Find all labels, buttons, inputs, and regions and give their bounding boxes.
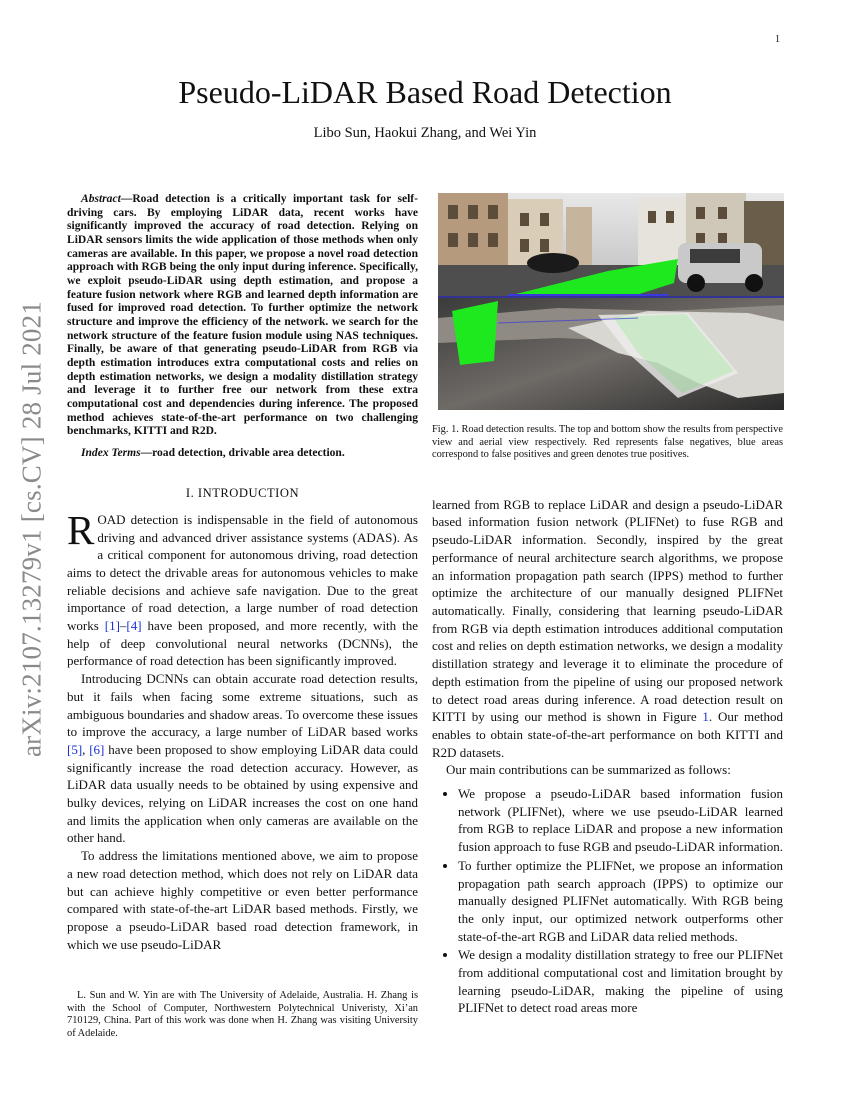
index-terms-text: —road detection, drivable area detection.: [140, 446, 345, 459]
right-paragraph-2: Our main contributions can be summarized as follows:: [446, 762, 731, 778]
abstract-label: Abstract: [81, 193, 121, 205]
paper-title: Pseudo-LiDAR Based Road Detection: [178, 74, 672, 110]
intro-p2-text-end: have been proposed to show employing LiDAR data could significantly increase the road detection accuracy. However, as LiDAR data usually needs to be obtained by using expensive and bulky devices, relying on LiDAR increases the cost on one hand and limits the application when only cameras are available on the other hand.: [67, 741, 418, 846]
figure-1-link[interactable]: 1: [702, 709, 709, 725]
figure-1-image: [438, 193, 784, 410]
page-number: 1: [775, 34, 780, 45]
citation-1[interactable]: [1]: [104, 618, 120, 634]
footnote: L. Sun and W. Yin are with The University of Adelaide, Australia. H. Zhang is with the School of Computer, Northwestern Polytechnical Univeristy, Xi’an 710129, China. Part of this work was done when H. Zhang was visiting University of Adelaide.: [67, 990, 418, 1040]
car-left: [527, 253, 579, 273]
citation-5[interactable]: [5]: [67, 741, 83, 757]
citation-6[interactable]: [6]: [89, 741, 105, 757]
intro-paragraph-1: [67, 506, 419, 670]
index-terms-label: Index Terms: [81, 446, 141, 459]
left-column: [67, 193, 418, 953]
abstract: [67, 193, 418, 439]
abstract-text: —Road detection is a critically important task for self-driving cars. By employing LiDAR data, recent works have significantly improved the accuracy of road detection. Relying on LiDAR sensors limits the wide application of those methods when only cameras are available. In this paper, we propose a novel road detection approach with RGB being the only input during inference. Specifically, we exploit pseudo-LiDAR using depth estimation, and propose a feature fusion network where RGB and learned depth information are fused for improved road detection. To further optimize the network structure and improve the efficiency of the network. we search for the network structure of the feature fusion module using NAS techniques. Finally, be aware of that generating pseudo-LiDAR from RGB via depth estimation introduces extra computational costs and relies on depth estimation networks, we design a modality distillation strategy and leverage it to further free our network from these extra computational cost and dependencies during inference. The proposed method achieves state-of-the-art performance on two challenging benchmarks, KITTI and R2D.: [67, 193, 418, 438]
right-p1-text: learned from RGB to replace LiDAR and design a pseudo-LiDAR based information fusion network (PLIFNet) to fuse RGB and pseudo-LiDAR information. Secondly, inspired by the great performance of neural architecture search algorithms, we propose an information propagation path search (IPPS) method to further optimize the architecture of our manually designed PLIFNet automatically. Finally, considering that learning pseudo-LiDAR from RGB via depth estimation introduces additional computation cost and relies on depth estimation networks, we design a modality distillation strategy and leverage it to eliminate the procedure of depth estimation from the pipeline of using our proposed network to detect road areas during inference. A road detection result on KITTI by using our method is shown in Figure: [432, 496, 783, 725]
intro-p2-text: Introducing DCNNs can obtain accurate road detection results, but it fails when facing some extreme situations, such as ambiguous boundaries and shadow areas. To overcome these issues to improve the accuracy, a large number of LiDAR based works: [67, 671, 418, 740]
arxiv-stamp-text: arXiv:2107.13279v1 [cs.CV] 28 Jul 2021: [16, 300, 47, 758]
intro-p1-text: OAD detection is indispensable in the field of autonomous driving and advanced driver assistance systems (ADAS). As a critical component for autonomous driving, road detection aims to detect the drivable areas for autonomous vehicles to make reliable decisions and achieve safe navigation. Due to the great importance of road detection, a large number of road detection works: [67, 511, 418, 634]
true-positive-road-aerial-left: [452, 301, 498, 365]
contribution-item-2: • To further optimize the PLIFNet, we propose an information propagation path search approach (IPPS) to optimize our manually designed PLIFNet automatically. With RGB being the only input, our optimized network outperforms other state-of-the-art RGB and LiDAR data relied methods.: [458, 857, 783, 946]
right-column: [432, 193, 783, 1018]
right-p1-text-end: . Our method enables to obtain state-of-the-art performance on both KITTI and R2D datasets.: [432, 709, 783, 760]
section-heading-introduction: I. INTRODUCTION: [185, 485, 300, 500]
contribution-item-3: • We design a modality distillation strategy to free our PLIFNet from additional computational cost and limitation brought by learning pseudo-LiDAR, making the pipeline of using PLIFNet to detect road areas more: [458, 946, 783, 1017]
right-paragraph-1: [432, 496, 783, 762]
road-detection-visualization: [438, 193, 784, 410]
intro-p1-text-end: have been proposed, and more recently, with the help of deep convolutional neural networks (DCNNs), the performance of road detection has been significantly improved.: [67, 618, 419, 669]
paper-authors: Libo Sun, Haokui Zhang, and Wei Yin: [313, 125, 537, 141]
false-positive-edge: [508, 294, 668, 296]
index-terms: [67, 446, 418, 460]
citation-dash: –: [119, 618, 127, 634]
citation-comma: ,: [82, 741, 90, 757]
figure-1-caption: Fig. 1. Road detection results. The top and bottom show the results from perspective view and aerial view respectively. Red represents false negatives, blue areas correspond to false positives and green denotes true positives.: [432, 424, 783, 461]
intro-paragraph-2: [67, 670, 418, 847]
contributions-list: [432, 785, 783, 1017]
citation-4[interactable]: [4]: [126, 618, 142, 634]
arxiv-stamp: [6, 302, 58, 757]
intro-paragraph-3: To address the limitations mentioned above, we aim to propose a new road detection method, which does not rely on LiDAR data but can achieve highly competitive or even better performance compared with state-of-the-art LiDAR based methods. Firstly, we propose a pseudo-LiDAR based road detection framework, in which we use pseudo-LiDAR: [67, 848, 418, 952]
drop-cap: R: [67, 506, 95, 553]
contribution-item-1: • We propose a pseudo-LiDAR based information fusion network (PLIFNet), where we use pseudo-LiDAR learned from RGB to replace LiDAR and propose a new information fusion approach to fuse RGB and pseudo-LiDAR information.: [458, 785, 783, 856]
